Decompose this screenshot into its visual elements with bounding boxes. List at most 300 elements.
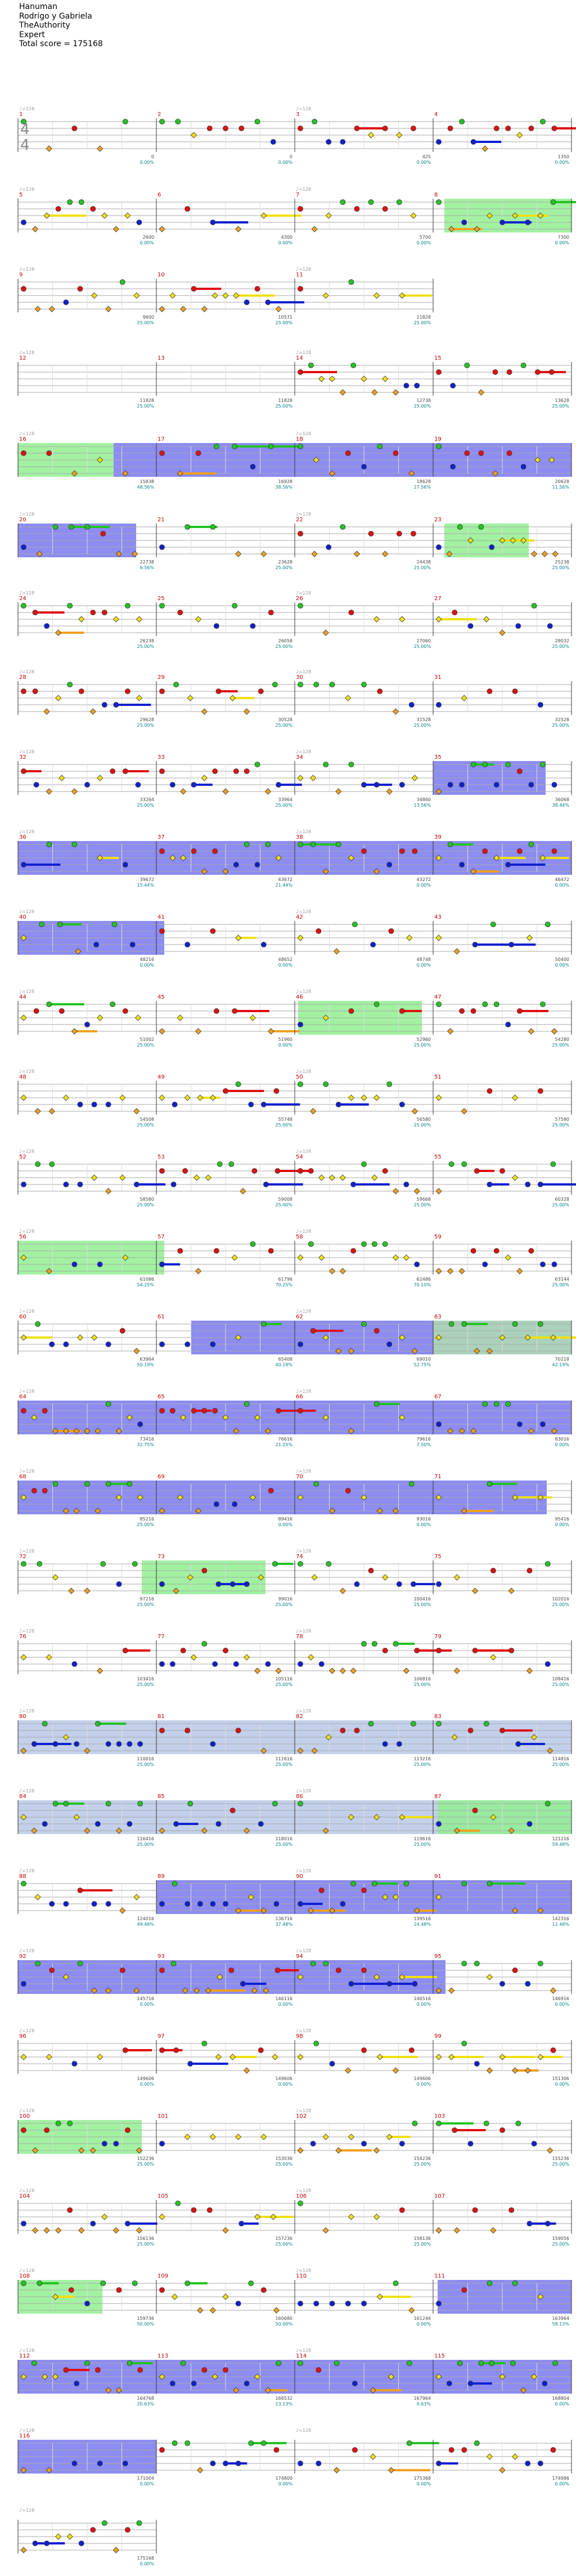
- note-gem: [403, 1668, 409, 1674]
- note-gem: [196, 451, 201, 456]
- note-gem: [197, 1095, 203, 1101]
- measure-number: 98: [296, 2033, 303, 2040]
- note-gem: [160, 119, 165, 124]
- measure-number: 15: [434, 355, 442, 361]
- measure-number: 113: [158, 2353, 169, 2359]
- chart-row: [18, 2440, 572, 2474]
- note-gem: [340, 1268, 345, 1274]
- note-gem: [500, 2128, 505, 2133]
- measure-score: 139516: [413, 1916, 431, 1921]
- note-gem: [50, 1162, 55, 1167]
- note-gem: [526, 935, 532, 941]
- sustain-tail: [129, 2362, 152, 2364]
- measure-score: 54508: [140, 1117, 154, 1122]
- note-gem: [46, 2054, 52, 2060]
- note-gem: [138, 2368, 143, 2373]
- note-gem: [326, 213, 331, 218]
- measure-score: 159056: [552, 2236, 569, 2241]
- note-gem: [411, 126, 416, 131]
- measure-percent: 25.00%: [137, 644, 154, 649]
- measure-score: 111616: [275, 1756, 292, 1761]
- note-gem: [113, 616, 119, 622]
- note-gem: [387, 862, 392, 867]
- measure-score: 157236: [275, 2236, 292, 2241]
- note-gem: [56, 2228, 61, 2233]
- note-gem: [244, 2068, 250, 2073]
- measure-percent: 25.00%: [137, 1682, 154, 1687]
- bpm-marker: ♪=128: [296, 2428, 312, 2433]
- measure-score: 158136: [413, 2236, 431, 2241]
- note-gem: [382, 1169, 388, 1174]
- note-gem: [415, 383, 420, 388]
- note-gem: [64, 1182, 69, 1187]
- note-gem: [374, 616, 380, 622]
- measure-percent: 25.00%: [552, 1762, 569, 1767]
- note-gem: [214, 1502, 219, 1507]
- measure-score: 11828: [140, 398, 154, 403]
- note-gem: [529, 1249, 534, 1254]
- note-gem: [106, 1102, 111, 1107]
- note-gem: [191, 132, 197, 138]
- measure-score: 154236: [413, 2156, 431, 2161]
- note-gem: [35, 1162, 40, 1167]
- note-gem: [21, 451, 26, 456]
- measure-score: 33964: [278, 797, 292, 802]
- bpm-marker: ♪=128: [296, 1948, 312, 1953]
- note-gem: [127, 1742, 132, 1747]
- note-gem: [372, 390, 377, 395]
- note-gem: [547, 2148, 553, 2153]
- note-gem: [223, 1089, 228, 1094]
- note-gem: [482, 146, 488, 151]
- note-gem: [509, 1648, 514, 1653]
- measure-percent: 25.00%: [137, 404, 154, 409]
- note-gem: [202, 2368, 207, 2373]
- measure-percent: 25.00%: [275, 1762, 292, 1767]
- note-gem: [250, 1242, 255, 1247]
- note-gem: [223, 2294, 228, 2300]
- note-gem: [97, 1668, 103, 1674]
- measure-score: 61086: [140, 1277, 154, 1282]
- sustain-tail: [236, 294, 275, 297]
- measure-score: 106816: [413, 1676, 431, 1681]
- note-gem: [255, 762, 260, 767]
- note-gem: [170, 2381, 175, 2386]
- measure-score: 166532: [275, 2396, 292, 2401]
- chart-author: TheAuthority: [19, 21, 70, 30]
- note-gem: [49, 1108, 55, 1114]
- note-gem: [388, 2467, 394, 2473]
- note-gem: [185, 2441, 190, 2446]
- note-gem: [448, 1268, 453, 1274]
- measure-percent: 25.00%: [275, 1202, 292, 1208]
- measure-number: 13: [158, 355, 165, 361]
- note-gem: [326, 545, 331, 550]
- note-gem: [244, 769, 249, 774]
- note-gem: [113, 226, 119, 232]
- note-gem: [345, 2068, 351, 2073]
- measure-score: 69010: [416, 1357, 431, 1362]
- note-gem: [314, 2041, 319, 2046]
- note-gem: [340, 140, 345, 145]
- note-gem: [540, 1262, 545, 1267]
- note-gem: [35, 1108, 40, 1114]
- measure-score: 48652: [278, 957, 292, 962]
- note-gem: [123, 1009, 128, 1014]
- sustain-tail: [190, 2063, 228, 2065]
- note-gem: [298, 2361, 303, 2366]
- bpm-marker: ♪=128: [296, 1229, 312, 1234]
- note-gem: [471, 140, 476, 145]
- note-gem: [454, 949, 460, 954]
- note-gem: [138, 1801, 143, 1806]
- note-gem: [160, 2448, 165, 2453]
- note-gem: [374, 1002, 379, 1007]
- note-gem: [506, 126, 511, 131]
- sustain-tail: [268, 301, 304, 303]
- note-gem: [223, 126, 228, 131]
- note-gem: [372, 1175, 377, 1180]
- note-gem: [174, 682, 179, 687]
- note-gem: [500, 630, 505, 636]
- note-gem: [160, 689, 165, 694]
- sustain-tail: [243, 1983, 267, 1985]
- chart-row: [18, 2520, 156, 2553]
- note-gem: [374, 782, 379, 788]
- note-gem: [449, 1322, 454, 1327]
- measure-score: 167964: [413, 2396, 431, 2401]
- measure-number: 39: [434, 834, 442, 840]
- note-gem: [181, 306, 186, 312]
- note-gem: [387, 1082, 392, 1087]
- measure-score: 58580: [140, 1197, 154, 1202]
- measure-score: 156136: [137, 2236, 154, 2241]
- measure-percent: 0.00%: [140, 2561, 154, 2566]
- note-gem: [393, 390, 399, 395]
- note-gem: [69, 525, 74, 530]
- note-gem: [308, 363, 313, 368]
- note-gem: [35, 1322, 40, 1327]
- sustain-tail: [278, 1410, 316, 1412]
- note-gem: [21, 1881, 26, 1886]
- note-gem: [436, 1648, 442, 1653]
- measure-number: 97: [158, 2033, 165, 2040]
- note-gem: [261, 2134, 267, 2140]
- note-gem: [484, 1721, 489, 1727]
- measure-score: 31528: [416, 717, 431, 722]
- measure-number: 34: [296, 754, 303, 761]
- note-gem: [336, 1102, 341, 1107]
- bpm-marker: ♪=128: [19, 1309, 35, 1314]
- measure-percent: 25.00%: [413, 2162, 431, 2167]
- note-gem: [21, 2547, 26, 2553]
- time-signature-bottom: 4: [20, 137, 30, 154]
- bpm-marker: ♪=128: [19, 2028, 35, 2033]
- measure-score: 12738: [416, 398, 431, 403]
- measure-score: 48216: [140, 957, 154, 962]
- measure-percent: 0.00%: [140, 2082, 154, 2087]
- measure-number: 66: [296, 1394, 303, 1400]
- note-gem: [354, 207, 359, 212]
- measure-percent: 0.00%: [278, 2481, 292, 2486]
- measure-score: 73416: [140, 1437, 154, 1442]
- measure-score: 0: [289, 154, 292, 159]
- note-gem: [64, 1902, 69, 1907]
- sustain-tail: [402, 1976, 437, 1978]
- note-gem: [411, 1721, 416, 1727]
- note-gem: [50, 1902, 55, 1907]
- note-gem: [258, 1822, 263, 1827]
- measure-percent: 25.00%: [275, 2242, 292, 2247]
- note-gem: [494, 782, 499, 788]
- sustain-tail: [125, 1649, 150, 1652]
- note-gem: [78, 1888, 83, 1893]
- note-gem: [323, 1082, 328, 1087]
- note-gem: [512, 2454, 518, 2459]
- note-gem: [101, 2281, 106, 2286]
- measure-score: 175168: [137, 2556, 154, 2561]
- note-gem: [125, 2528, 130, 2533]
- note-gem: [53, 1482, 58, 1487]
- measure-score: 55748: [278, 1117, 292, 1122]
- note-gem: [362, 1322, 367, 1327]
- note-gem: [106, 1801, 111, 1806]
- note-gem: [72, 2061, 77, 2067]
- bpm-marker: ♪=128: [19, 989, 35, 994]
- note-gem: [330, 1668, 335, 1674]
- note-gem: [372, 1642, 377, 1647]
- note-gem: [552, 849, 557, 854]
- measure-percent: 25.00%: [275, 1682, 292, 1687]
- note-gem: [130, 942, 135, 947]
- sustain-tail: [277, 1969, 299, 1971]
- note-gem: [136, 2228, 142, 2233]
- measure-percent: 20.63%: [137, 2401, 154, 2407]
- measure-number: 65: [158, 1394, 165, 1400]
- note-gem: [202, 1642, 207, 1647]
- note-gem: [97, 2054, 103, 2060]
- measure-score: 160680: [275, 2316, 292, 2321]
- note-gem: [462, 2288, 467, 2293]
- note-gem: [451, 383, 456, 388]
- measure-number: 73: [158, 1554, 165, 1560]
- note-gem: [382, 551, 388, 557]
- note-gem: [484, 616, 489, 622]
- note-gem: [457, 2361, 462, 2366]
- note-gem: [298, 2301, 303, 2306]
- sustain-tail: [180, 472, 216, 475]
- note-gem: [393, 2281, 398, 2286]
- note-gem: [268, 1249, 273, 1254]
- measure-number: 114: [296, 2353, 307, 2359]
- note-gem: [362, 1162, 367, 1167]
- bpm-marker: ♪=128: [296, 1069, 312, 1074]
- note-gem: [56, 207, 61, 212]
- measure-score: 15838: [140, 479, 154, 484]
- note-gem: [374, 2214, 380, 2220]
- note-gem: [185, 525, 190, 530]
- note-gem: [239, 2221, 244, 2226]
- note-gem: [517, 1009, 522, 1014]
- note-gem: [92, 293, 97, 298]
- note-gem: [409, 2307, 415, 2313]
- note-gem: [472, 2208, 478, 2213]
- note-gem: [125, 213, 130, 218]
- measure-percent: 0.00%: [416, 2481, 431, 2486]
- sustain-tail: [402, 1010, 422, 1012]
- note-gem: [71, 1028, 77, 1034]
- note-gem: [244, 1582, 249, 1587]
- bpm-marker: ♪=128: [296, 1389, 312, 1394]
- note-gem: [529, 126, 534, 131]
- measure-score: 34860: [416, 797, 431, 802]
- measure-score: 100416: [413, 1596, 431, 1602]
- note-gem: [468, 2381, 473, 2386]
- measure-percent: 0.00%: [278, 2002, 292, 2007]
- note-gem: [323, 762, 328, 767]
- note-gem: [298, 1662, 303, 1667]
- note-gem: [487, 2281, 492, 2286]
- note-gem: [436, 1188, 442, 1194]
- note-gem: [202, 1408, 207, 1414]
- note-gem: [538, 1322, 543, 1327]
- note-gem: [34, 782, 39, 788]
- sustain-tail: [300, 1903, 323, 1905]
- note-gem: [125, 603, 130, 609]
- note-gem: [298, 370, 303, 375]
- chart-row: [18, 118, 576, 152]
- note-gem: [160, 603, 165, 609]
- note-gem: [184, 1095, 190, 1101]
- bpm-marker: ♪=128: [19, 2188, 35, 2193]
- note-gem: [512, 2281, 518, 2286]
- note-gem: [551, 2448, 556, 2453]
- note-gem: [399, 1009, 404, 1014]
- note-gem: [540, 1422, 545, 1427]
- note-gem: [354, 126, 359, 131]
- measure-percent: 25.00%: [137, 1842, 154, 1847]
- note-gem: [127, 2361, 132, 2366]
- sustain-tail: [271, 445, 299, 448]
- note-gem: [449, 2448, 454, 2453]
- note-gem: [97, 775, 103, 781]
- sustain-tail: [474, 870, 499, 873]
- note-gem: [56, 2534, 61, 2539]
- measure-score: 153036: [275, 2156, 292, 2161]
- note-gem: [185, 1902, 190, 1907]
- note-gem: [188, 1801, 193, 1806]
- note-gem: [517, 1268, 523, 1274]
- note-gem: [436, 140, 442, 145]
- measure-score: 163964: [552, 2316, 569, 2321]
- note-gem: [351, 1249, 356, 1254]
- note-gem: [261, 551, 267, 557]
- note-gem: [500, 2467, 505, 2473]
- measure-percent: 0.00%: [555, 2002, 569, 2007]
- sustain-tail: [529, 2222, 556, 2225]
- measure-percent: 25.00%: [413, 2242, 431, 2247]
- note-gem: [63, 1095, 69, 1101]
- measure-score: 145716: [137, 1996, 154, 2001]
- measure-number: 2: [158, 111, 161, 118]
- note-gem: [37, 2281, 42, 2286]
- note-gem: [399, 2141, 404, 2146]
- measure-number: 83: [434, 1714, 442, 1720]
- sustain-tail: [353, 1183, 390, 1186]
- note-gem: [160, 1662, 165, 1667]
- measure-number: 74: [296, 1554, 303, 1560]
- note-gem: [21, 287, 26, 292]
- note-gem: [50, 1342, 55, 1347]
- measure-number: 70: [296, 1474, 303, 1480]
- measure-score: 39672: [140, 877, 154, 882]
- note-gem: [271, 2214, 276, 2220]
- measure-percent: 0.00%: [555, 963, 569, 968]
- note-gem: [500, 220, 505, 225]
- note-gem: [268, 1028, 274, 1034]
- note-gem: [362, 1242, 367, 1247]
- sustain-tail: [502, 2056, 536, 2058]
- note-gem: [386, 2134, 392, 2140]
- note-gem: [276, 1668, 281, 1674]
- note-gem: [462, 220, 467, 225]
- measure-number: 71: [434, 1474, 442, 1480]
- note-gem: [468, 2141, 473, 2146]
- note-gem: [53, 1801, 58, 1806]
- measure-score: 151306: [552, 2076, 569, 2081]
- note-gem: [361, 376, 367, 382]
- note-gem: [160, 1968, 165, 1973]
- note-gem: [377, 689, 382, 694]
- note-gem: [170, 1662, 175, 1667]
- sustain-tail: [300, 843, 338, 846]
- measure-percent: 25.00%: [552, 1122, 569, 1128]
- bpm-marker: ♪=128: [296, 989, 312, 994]
- note-gem: [323, 2134, 328, 2140]
- note-gem: [538, 1182, 543, 1187]
- measure-percent: 0.00%: [140, 2002, 154, 2007]
- measure-number: 101: [158, 2113, 169, 2119]
- sustain-tail: [417, 1649, 452, 1652]
- note-gem: [85, 1022, 90, 1027]
- note-gem: [552, 126, 557, 131]
- note-gem: [374, 2148, 380, 2153]
- chart-row: [18, 1560, 572, 1594]
- note-gem: [46, 146, 52, 151]
- measure-score: 146916: [552, 1996, 569, 2001]
- note-gem: [351, 1182, 356, 1187]
- note-gem: [202, 2041, 207, 2046]
- chart-row: [18, 921, 572, 955]
- measure-percent: 25.00%: [552, 1602, 569, 1607]
- note-gem: [399, 1102, 404, 1107]
- measure-score: 121216: [552, 1836, 569, 1841]
- note-gem: [185, 1728, 190, 1733]
- note-gem: [160, 2141, 165, 2146]
- note-gem: [319, 1175, 325, 1180]
- note-gem: [56, 695, 61, 701]
- chart-row: [18, 2200, 572, 2234]
- measure-percent: 52.75%: [413, 1362, 431, 1367]
- note-gem: [185, 207, 190, 212]
- note-gem: [298, 287, 303, 292]
- note-gem: [35, 1961, 40, 1966]
- bpm-marker: ♪=128: [19, 1469, 35, 1474]
- note-gem: [527, 2221, 532, 2226]
- note-gem: [197, 1902, 202, 1907]
- measure-number: 5: [19, 192, 23, 198]
- note-gem: [135, 1015, 141, 1021]
